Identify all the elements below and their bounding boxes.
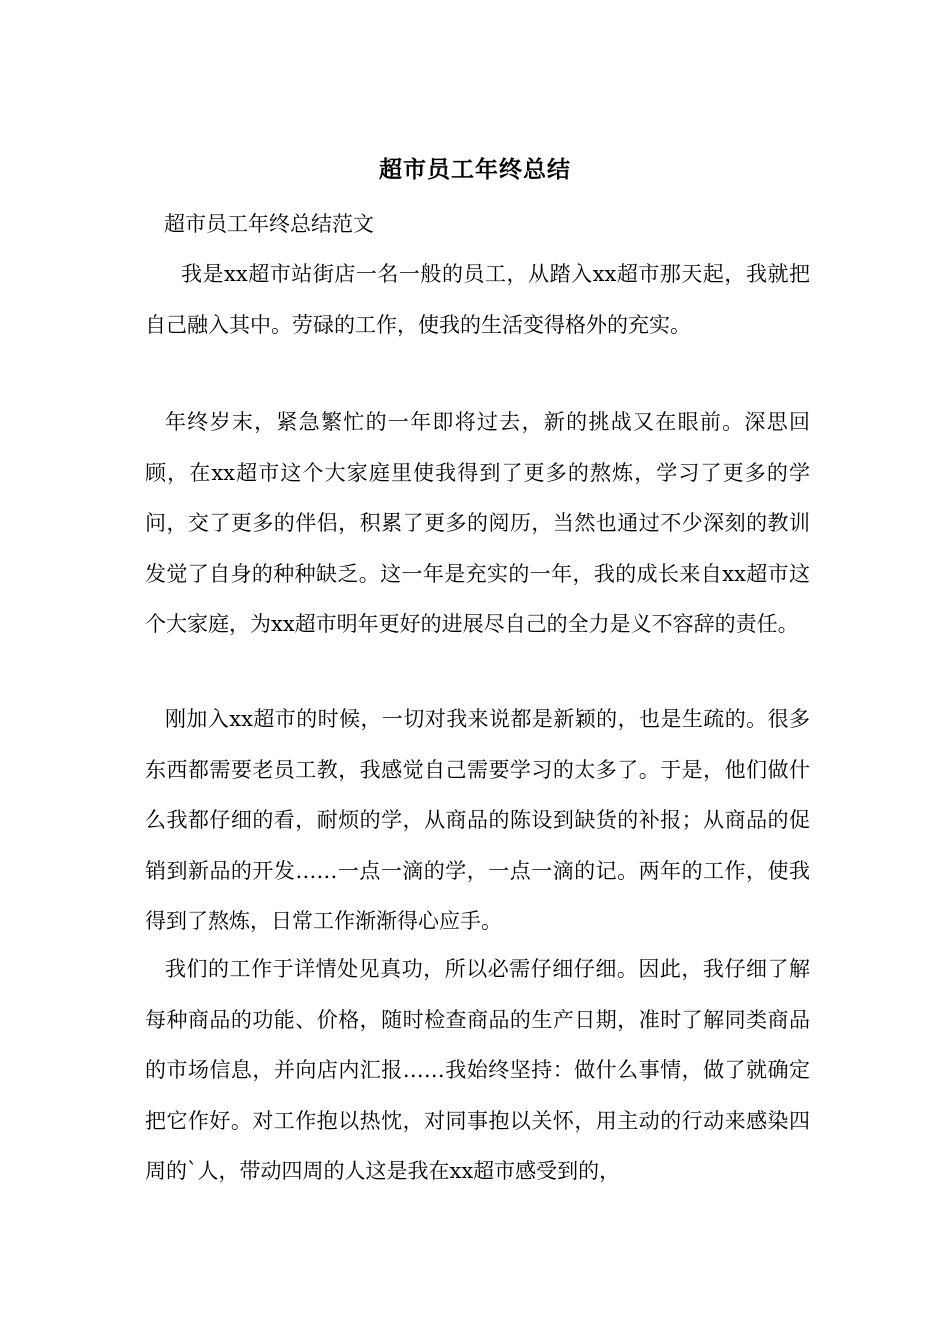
document-title: 超市员工年终总结 [379,156,571,183]
paragraph-1: 我是xx超市站街店一名一般的员工，从踏入xx超市那天起，我就把自己融入其中。劳碌的工作，使我的生活变得格外的充实。 [145,262,810,337]
paragraph-3: 刚加入xx超市的时候，一切对我来说都是新颖的，也是生疏的。很多东西都需要老员工教，我感觉自己需要学习的太多了。于是，他们做什么我都仔细的看，耐烦的学，从商品的陈设到缺货的补报；从商品的促销到新品的开发……一点一滴的学，一点一滴的记。两年的工作，使我得到了熬炼，日常工作渐渐得心应手。 [145,707,810,933]
paragraph-2: 年终岁末，紧急繁忙的一年即将过去，新的挑战又在眼前。深思回顾，在xx超市这个大家庭里使我得到了更多的熬炼，学习了更多的学问，交了更多的伴侣，积累了更多的阅历，当然也通过不少深刻的教训发觉了自身的种种缺乏。这一年是充实的一年，我的成长来自xx超市这个大家庭，为xx超市明年更好的进展尽自己的全力是义不容辞的责任。 [145,410,810,636]
paragraph-4: 我们的工作于详情处见真功，所以必需仔细仔细。因此，我仔细了解每种商品的功能、价格，随时检查商品的生产日期，准时了解同类商品的市场信息，并向店内汇报……我始终坚持：做什么事情，做了就确定把它作好。对工作抱以热忱，对同事抱以关怀，用主动的行动来感染四周的`人，带动四周的人这是我在xx超市感受到的， [145,957,810,1183]
document-subtitle: 超市员工年终总结范文 [164,212,374,236]
